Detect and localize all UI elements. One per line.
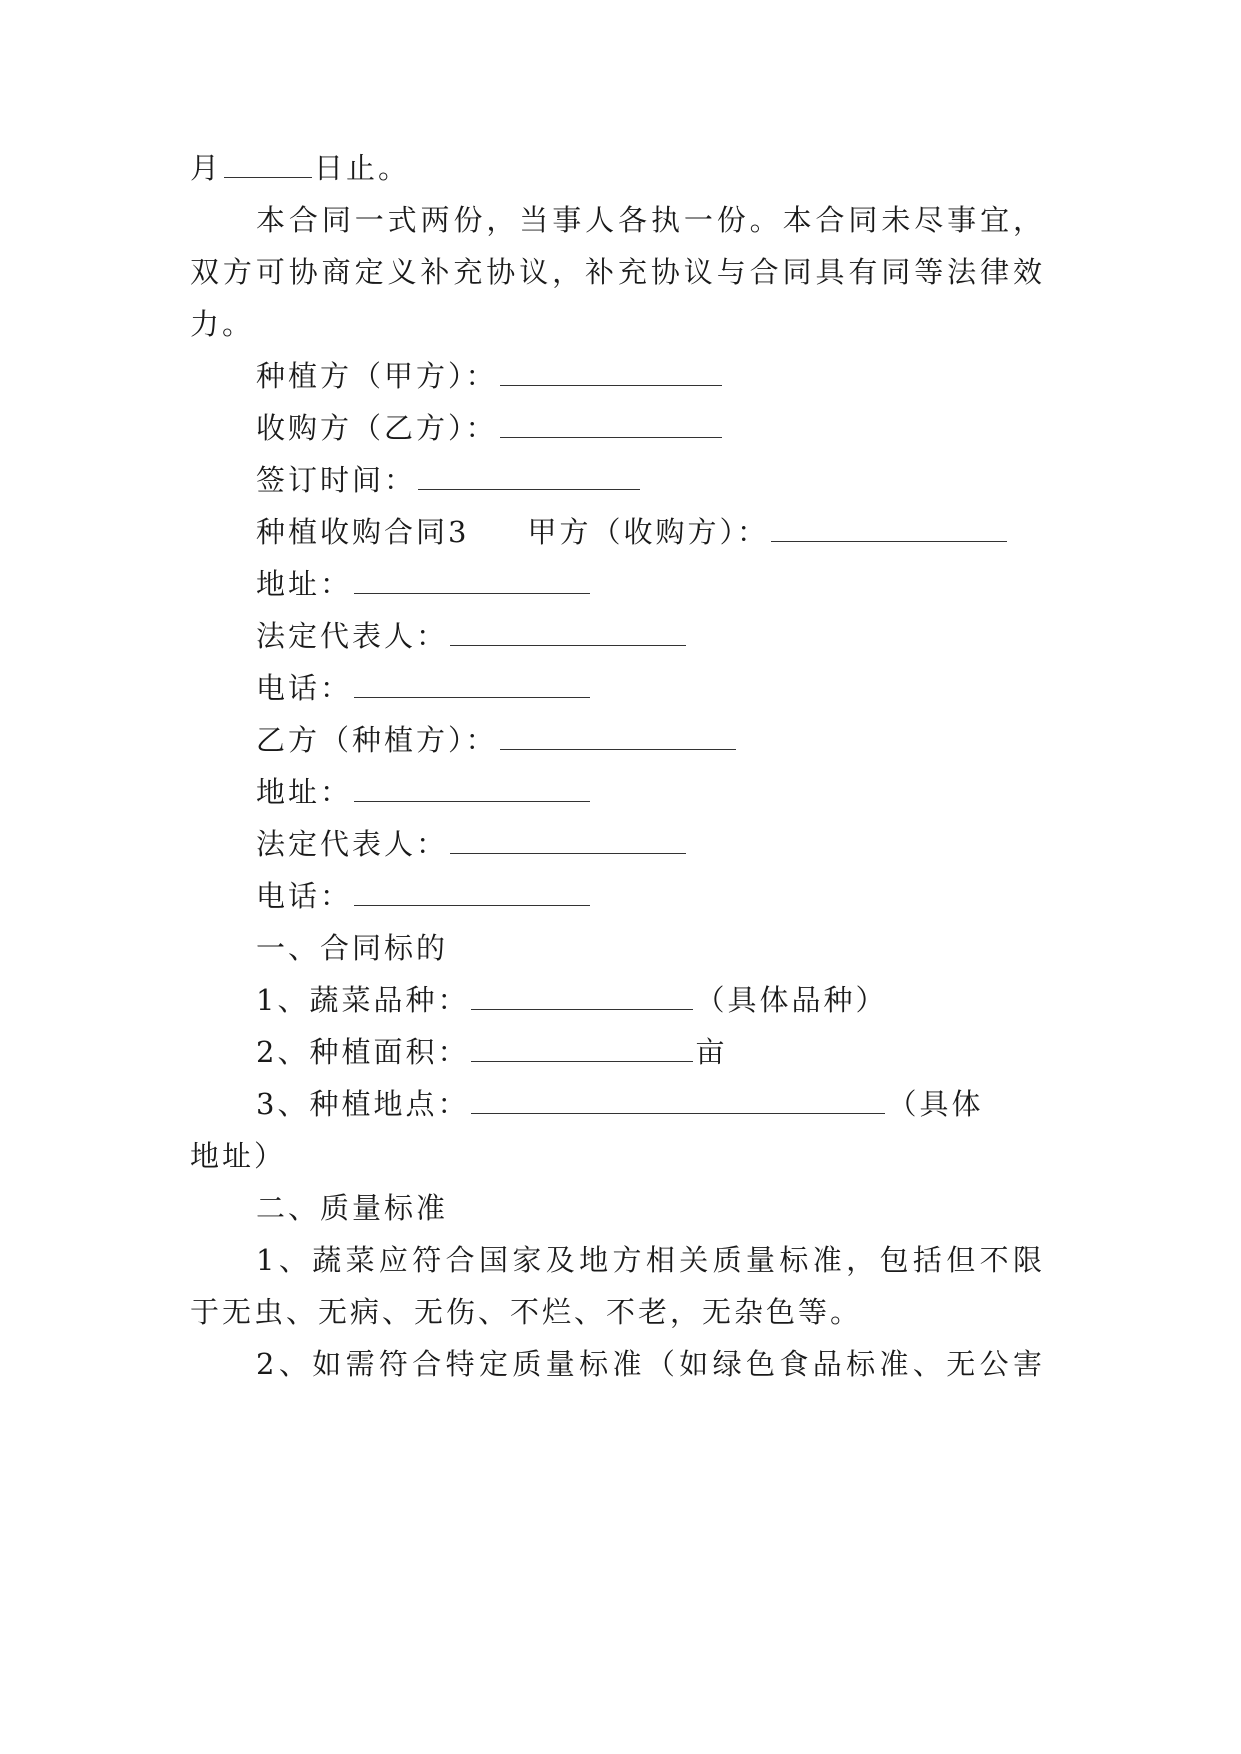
phone-a-blank xyxy=(354,669,590,698)
legal-rep-b-label: 法定代表人： xyxy=(256,827,449,861)
planting-area-blank xyxy=(471,1033,693,1062)
address-a-blank xyxy=(354,565,590,594)
planting-location-label: 3、种植地点： xyxy=(256,1087,470,1121)
contract3-title: 种植收购合同3 xyxy=(256,515,470,549)
planter-party-a-label: 种植方（甲方）： xyxy=(256,359,498,393)
paragraph-copies-line2: 双方可协商定义补充协议，补充协议与合同具有同等法律效 xyxy=(190,255,1045,289)
item-planting-location-line xyxy=(256,1084,983,1124)
section-heading-quality: 二、质量标准 xyxy=(256,1191,449,1225)
sign-time-line xyxy=(256,460,642,500)
address-a-label: 地址： xyxy=(256,567,353,601)
phone-a-line xyxy=(256,668,592,708)
party-a-buyer-label: 甲方（收购方）： xyxy=(527,515,769,549)
legal-rep-b-blank xyxy=(450,825,686,854)
party-b-planter-line xyxy=(256,720,738,760)
planting-location-continuation: 地址） xyxy=(190,1139,287,1173)
address-b-label: 地址： xyxy=(256,775,353,809)
day-end-text: 日止。 xyxy=(314,151,411,185)
phone-b-line xyxy=(256,876,592,916)
section-heading-subject: 一、合同标的 xyxy=(256,931,449,965)
paragraph-copies-line3: 力。 xyxy=(190,307,255,341)
legal-rep-b-line xyxy=(256,824,688,864)
planting-location-blank xyxy=(471,1085,885,1114)
paragraph-copies-line1: 本合同一式两份，当事人各执一份。本合同未尽事宜， xyxy=(256,203,1045,237)
quality-item2-line1: 2、如需符合特定质量标准（如绿色食品标准、无公害 xyxy=(256,1347,1045,1381)
item-vegetable-variety-line xyxy=(256,980,887,1020)
day-blank xyxy=(224,149,312,178)
party-b-planter-label: 乙方（种植方）： xyxy=(256,723,498,757)
month-text: 月 xyxy=(190,151,223,185)
address-a-line xyxy=(256,564,592,604)
legal-rep-a-blank xyxy=(450,617,686,646)
contract3-header-line xyxy=(256,512,1009,552)
sign-time-blank xyxy=(418,461,640,490)
address-b-line xyxy=(256,772,592,812)
sign-time-label: 签订时间： xyxy=(256,463,417,497)
planting-area-unit: 亩 xyxy=(695,1035,728,1069)
planting-area-label: 2、种植面积： xyxy=(256,1035,470,1069)
vegetable-variety-blank xyxy=(471,981,693,1010)
planting-location-suffix: （具体 xyxy=(887,1087,984,1121)
legal-rep-a-label: 法定代表人： xyxy=(256,619,449,653)
phone-b-label: 电话： xyxy=(256,879,353,913)
phone-b-blank xyxy=(354,877,590,906)
quality-item1-line1: 1、蔬菜应符合国家及地方相关质量标准，包括但不限 xyxy=(256,1243,1045,1277)
quality-item1-line2: 于无虫、无病、无伤、不烂、不老，无杂色等。 xyxy=(190,1295,863,1329)
phone-a-label: 电话： xyxy=(256,671,353,705)
item-planting-area-line xyxy=(256,1032,727,1072)
planter-party-a-line xyxy=(256,356,724,396)
vegetable-variety-suffix: （具体品种） xyxy=(695,983,888,1017)
buyer-party-b-line xyxy=(256,408,724,448)
party-b-planter-blank xyxy=(500,721,736,750)
buyer-party-b-label: 收购方（乙方）： xyxy=(256,411,498,445)
legal-rep-a-line xyxy=(256,616,688,656)
end-date-line xyxy=(190,148,410,188)
buyer-party-b-blank xyxy=(500,409,722,438)
party-a-buyer-blank xyxy=(771,513,1007,542)
planter-party-a-blank xyxy=(500,357,722,386)
address-b-blank xyxy=(354,773,590,802)
vegetable-variety-label: 1、蔬菜品种： xyxy=(256,983,470,1017)
